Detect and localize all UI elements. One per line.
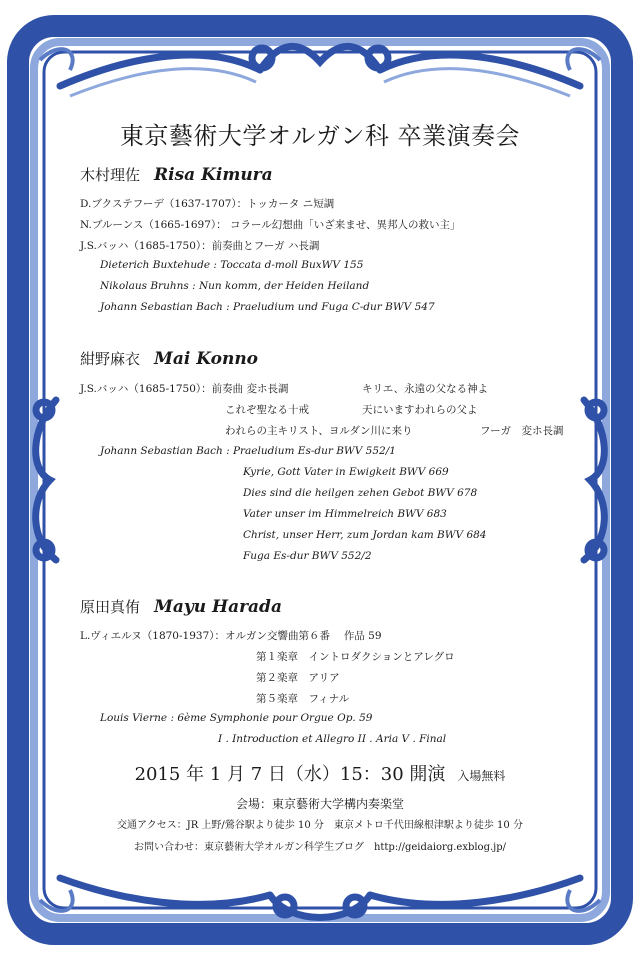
p2-program-line-3b: フーガ 変ホ長調 <box>480 425 564 437</box>
contact-info: お問い合わせ：東京藝術大学オルガン科学生ブログ http://geidaiorg.exblog.jp/ <box>133 842 507 853</box>
p1-program-line-1: D.ブクステフーデ（1637-1707）：トッカータ ニ短調 <box>80 198 335 210</box>
p2-italic-head: Johann Sebastian Bach : Praeludium Es-dur BWV 552/1 <box>100 445 396 457</box>
p1-italic-line-2: Nikolaus Bruhns : Nun komm, der Heiden Heiland <box>100 280 370 292</box>
concert-date <box>0 760 640 786</box>
p3-italic-line-1: Louis Vierne : 6ème Symphonie pour Orgue Op. 59 <box>100 712 373 724</box>
p1-program-line-2: N.ブルーンス（1665-1697）： コラール幻想曲「いざ来ませ、異邦人の救い主」 <box>80 219 461 231</box>
right-side-ornament <box>584 400 604 560</box>
venue: 会場：東京藝術大学構内奏楽堂 <box>235 797 404 811</box>
performer-3-name-en: Mayu Harada <box>154 597 282 617</box>
performer-3-name-ja: 原田真侑 <box>80 598 141 616</box>
performer-1-name-en: Risa Kimura <box>154 165 273 185</box>
p2-program-line-1b: キリエ、永遠の父なる神よ <box>362 383 489 395</box>
p2-italic-line-5: Fuga Es-dur BWV 552/2 <box>243 550 372 562</box>
admission-badge: 入場無料 <box>457 769 506 783</box>
p2-program-line-2a: これぞ聖なる十戒 <box>225 404 309 416</box>
performer-2-name-en: Mai Konno <box>154 349 259 369</box>
p1-italic-line-1: Dieterich Buxtehude : Toccata d-moll BuxWV 155 <box>100 259 364 271</box>
p1-italic-line-3: Johann Sebastian Bach : Praeludium und Fuga C-dur BWV 547 <box>100 301 435 313</box>
date-time: 2015 年 1 月 7 日（水）15：30 開演 <box>134 764 446 785</box>
p2-italic-line-2: Dies sind die heilgen zehen Gebot BWV 678 <box>243 487 478 499</box>
left-side-ornament <box>36 400 56 560</box>
performer-1-name-ja: 木村理佐 <box>80 166 141 184</box>
p2-italic-line-3: Vater unser im Himmelreich BWV 683 <box>243 508 447 520</box>
p3-movement-1: 第１楽章 イントロダクションとアレグロ <box>256 651 455 663</box>
performer-3-name <box>80 596 282 617</box>
page-title: 東京藝術大学オルガン科 卒業演奏会 <box>119 122 521 150</box>
p2-program-line-1a: J.S.バッハ（1685-1750）：前奏曲 変ホ長調 <box>80 383 289 395</box>
bottom-scroll-ornament <box>60 878 580 918</box>
p2-italic-line-4: Christ, unser Herr, zum Jordan kam BWV 684 <box>243 529 487 541</box>
p2-program-line-3a: われらの主キリスト、ヨルダン川に来り <box>225 425 413 437</box>
p3-program-line-1: L.ヴィエルヌ（1870-1937）：オルガン交響曲第６番 作品 59 <box>80 630 382 642</box>
p3-movement-3: 第５楽章 フィナル <box>256 693 350 705</box>
p2-italic-line-1: Kyrie, Gott Vater in Ewigkeit BWV 669 <box>243 466 449 478</box>
p1-program-line-3: J.S.バッハ（1685-1750）：前奏曲とフーガ ハ長調 <box>80 240 320 252</box>
access-info: 交通アクセス：JR 上野/鶯谷駅より徒歩 10 分 東京メトロ千代田線根津駅より徒歩 10 分 <box>117 820 523 831</box>
top-scroll-light <box>70 69 570 96</box>
performer-2-name-ja: 紺野麻衣 <box>80 350 141 368</box>
p2-program-line-2b: 天にいますわれらの父よ <box>362 404 478 416</box>
performer-2-name <box>80 348 258 369</box>
p3-movement-2: 第２楽章 アリア <box>256 672 340 684</box>
performer-1-name <box>80 164 273 185</box>
p3-italic-line-2: I . Introduction et Allegro II . Aria V . Final <box>218 733 447 745</box>
